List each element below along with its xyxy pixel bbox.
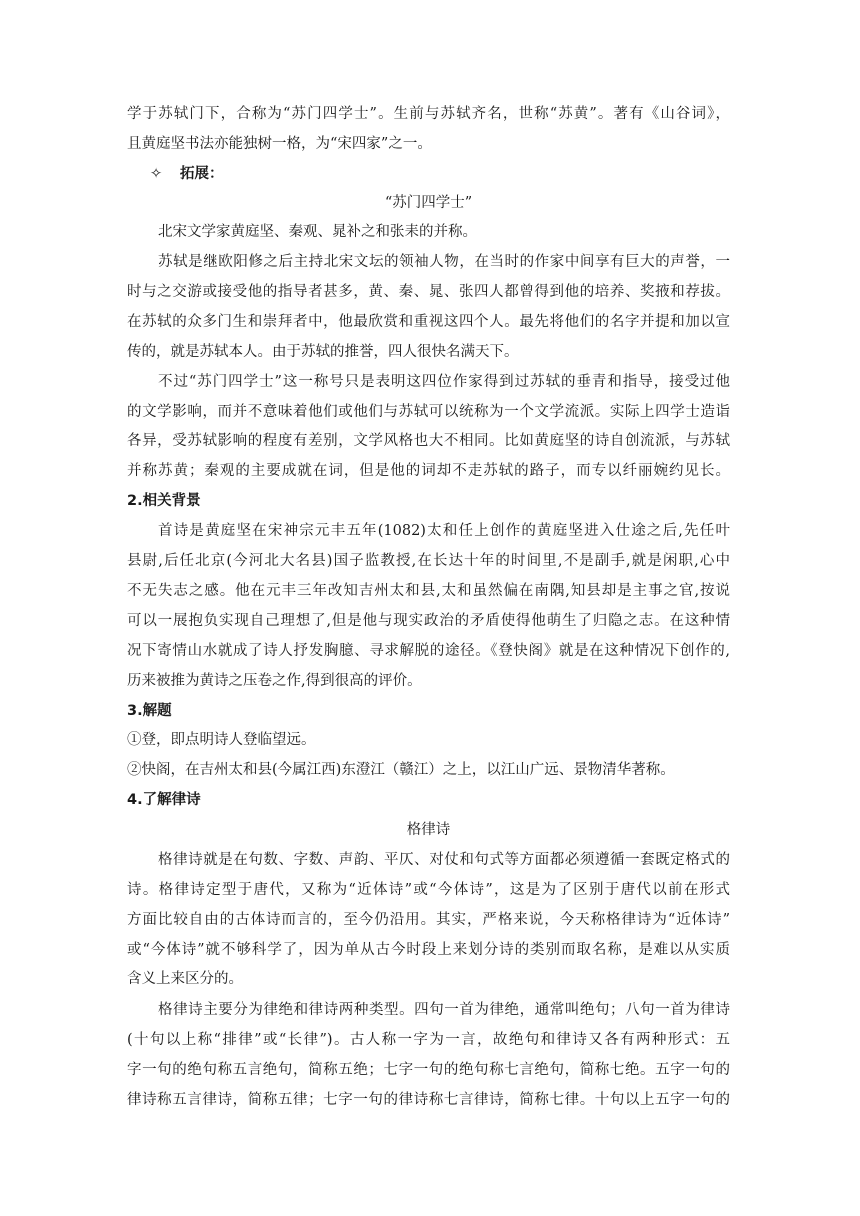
paragraph-line: 格律诗主要分为律绝和律诗两种类型。四句一首为律绝，通常叫绝句；八句一首为律诗 [158,1002,730,1018]
paragraph-line: 在苏轼的众多门生和崇拜者中，他最欣赏和重视这四个人。最先将他们的名字并提和加以宣 [127,314,730,330]
section-title: “苏门四学士” [384,195,473,211]
paragraph-line: 时与之交游或接受他的指导者甚多，黄、秦、晁、张四人都曾得到他的培养、奖掖和荐拔。 [127,284,730,300]
paragraph-line: 不无失志之感。他在元丰三年改知吉州太和县,太和虽然偏在南隅,知县却是主事之官,按说 [127,583,730,599]
paragraph-line: 字一句的绝句称五言绝句，简称五绝；七字一句的绝句称七言绝句，简称七绝。五字一句的 [127,1062,730,1078]
paragraph-line: 北宋文学家黄庭坚、秦观、晁补之和张耒的并称。 [158,224,477,240]
section-heading: 3.解题 [127,703,172,719]
paragraph-line: 或“今体诗”就不够科学了，因为单从古今时段上来划分诗的类别而取名称，是难以从实质 [127,942,730,958]
expand-label [150,164,224,184]
paragraph-line: 含义上来区分的。 [127,971,243,987]
paragraph-line: 传的，就是苏轼本人。由于苏轼的推誉，四人很快名满天下。 [127,344,519,360]
paragraph-line: 格律诗就是在句数、字数、声韵、平仄、对仗和句式等方面都必须遵循一套既定格式的 [158,852,730,868]
paragraph-line: 况下寄情山水就成了诗人抒发胸臆、寻求解脱的途径。《登快阁》就是在这种情况下创作的, [127,643,730,659]
paragraph-line: 历来被推为黄诗之压卷之作,得到很高的评价。 [127,673,422,689]
paragraph-line: 诗。格律诗定型于唐代，又称为“近体诗”或“今体诗”，这是为了区别于唐代以前在形式 [127,882,730,898]
section-heading: 4.了解律诗 [127,792,201,808]
paragraph-line: 方面比较自由的古体诗而言的，至今仍沿用。其实，严格来说，今天称格律诗为“近体诗” [127,912,730,928]
paragraph-line: 苏轼是继欧阳修之后主持北宋文坛的领袖人物，在当时的作家中间享有巨大的声誉，一 [158,254,730,270]
section-title: 格律诗 [406,822,451,838]
paragraph-line: 律诗称五言律诗，简称五律；七字一句的律诗称七言律诗，简称七律。十句以上五字一句的 [127,1092,730,1108]
paragraph-line: 不过“苏门四学士”这一称号只是表明这四位作家得到过苏轼的垂青和指导，接受过他 [158,374,730,390]
paragraph-line: (十句以上称“排律”或“长律”)。古人称一字为一言，故绝句和律诗又各有两种形式：五 [127,1032,730,1048]
list-item: ②快阁，在吉州太和县(今属江西)东澄江（赣江）之上，以江山广远、景物清华著称。 [127,762,675,778]
intro-line: 且黄庭坚书法亦能独树一格，为“宋四家”之一。 [127,136,432,152]
paragraph-line: 各异，受苏轼影响的程度有差别，文学风格也大不相同。比如黄庭坚的诗自创流派，与苏轼 [127,433,730,449]
expand-text: 拓展： [180,165,224,182]
list-item: ①登，即点明诗人登临望远。 [127,732,316,748]
paragraph-line: 县尉,后任北京(今河北大名县)国子监教授,在长达十年的时间里,不是副手,就是闲职,心中 [127,553,730,569]
section-heading: 2.相关背景 [127,493,201,509]
paragraph-line: 的文学影响，而并不意味着他们或他们与苏轼可以统称为一个文学流派。实际上四学士造诣 [127,404,730,420]
diamond-bullet-icon: ✧ [150,166,163,182]
paragraph-line: 可以一展抱负实现自己理想了,但是他与现实政治的矛盾使得他萌生了归隐之志。在这种情 [127,613,730,629]
paragraph-line: 并称苏黄；秦观的主要成就在词，但是他的词却不走苏轼的路子，而专以纤丽婉约见长。 [127,463,730,479]
paragraph-line: 首诗是黄庭坚在宋神宗元丰五年(1082)太和任上创作的黄庭坚进入仕途之后,先任叶 [158,523,730,539]
intro-line: 学于苏轼门下，合称为“苏门四学士”。生前与苏轼齐名，世称“苏黄”。著有《山谷词》， [127,106,730,122]
